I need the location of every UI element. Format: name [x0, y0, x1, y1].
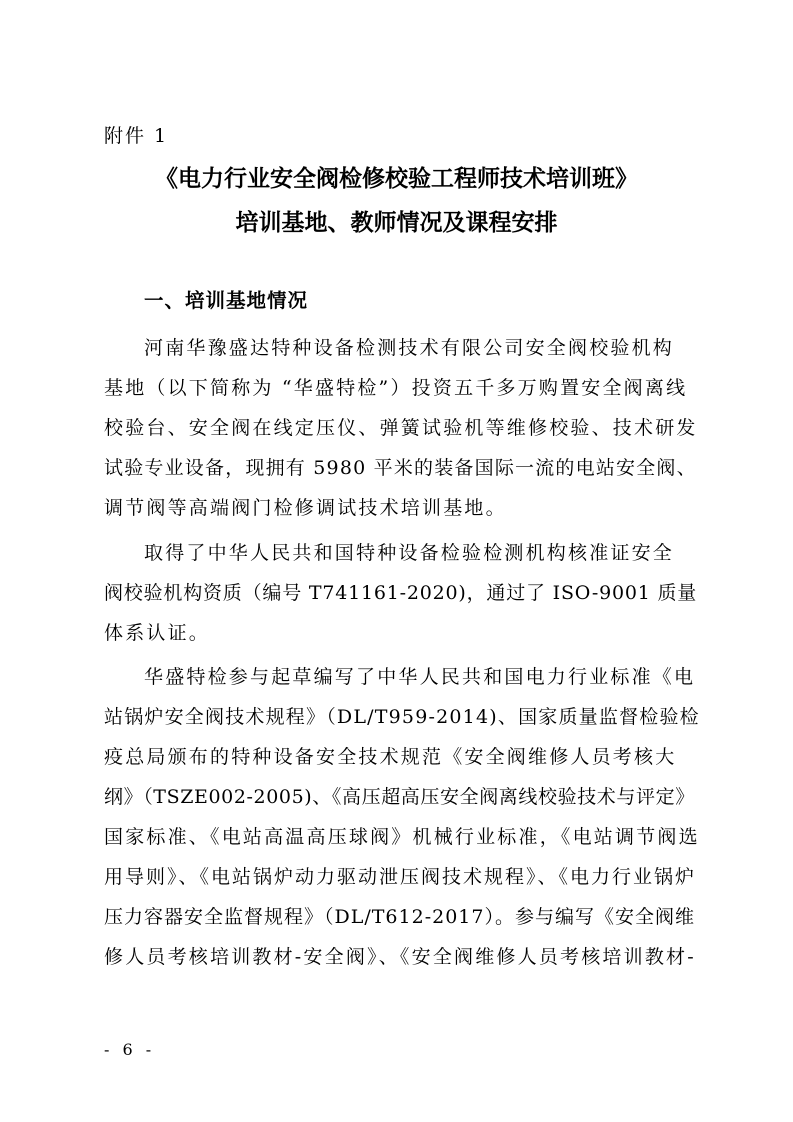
attachment-label: 附件 1 — [104, 125, 169, 147]
paragraph-line: 站锅炉安全阀技术规程》（DL/T959-2014)、国家质量监督检验检 — [104, 706, 700, 728]
paragraph-line: 试验专业设备，现拥有 5980 平米的装备国际一流的电站安全阀、 — [104, 457, 697, 479]
paragraph-line: 用导则》、《电站锅炉动力驱动泄压阀技术规程》、《电力行业锅炉 — [104, 866, 697, 888]
paragraph-line: 河南华豫盛达特种设备检测技术有限公司安全阀校验机构 — [144, 337, 675, 359]
paragraph-line: 基地（以下简称为 “华盛特检”）投资五千多万购置安全阀离线 — [104, 377, 688, 399]
paragraph-line: 体系认证。 — [104, 622, 211, 644]
paragraph-line: 国家标准、《电站高温高压球阀》机械行业标准，《电站调节阀选 — [104, 826, 700, 848]
paragraph-line: 修人员考核培训教材-安全阀》、《安全阀维修人员考核培训教材- — [104, 946, 696, 968]
paragraph-line: 校验台、安全阀在线定压仪、弹簧试验机等维修校验、技术研发 — [104, 417, 698, 439]
paragraph-line: 阀校验机构资质（编号 T741161-2020)，通过了 ISO-9001 质量 — [104, 582, 698, 604]
paragraph-line: 调节阀等高端阀门检修调试技术培训基地。 — [104, 497, 507, 519]
paragraph-line: 取得了中华人民共和国特种设备检验检测机构核准证安全 — [144, 542, 675, 564]
page-number: - 6 - — [104, 1040, 156, 1059]
document-title: 《电力行业安全阀检修校验工程师技术培训班》 — [155, 166, 638, 192]
paragraph-line: 压力容器安全监督规程》（DL/T612-2017）。参与编写《安全阀维 — [104, 906, 695, 928]
section-heading: 一、培训基地情况 — [144, 289, 309, 312]
paragraph-line: 华盛特检参与起草编写了中华人民共和国电力行业标准《电 — [144, 666, 696, 688]
paragraph-line: 纲》（TSZE002-2005)、《高压超高压安全阀离线校验技术与评定》 — [104, 786, 695, 808]
document-subtitle: 培训基地、教师情况及课程安排 — [235, 210, 558, 236]
paragraph-line: 疫总局颁布的特种设备安全技术规范《安全阀维修人员考核大 — [104, 746, 677, 768]
